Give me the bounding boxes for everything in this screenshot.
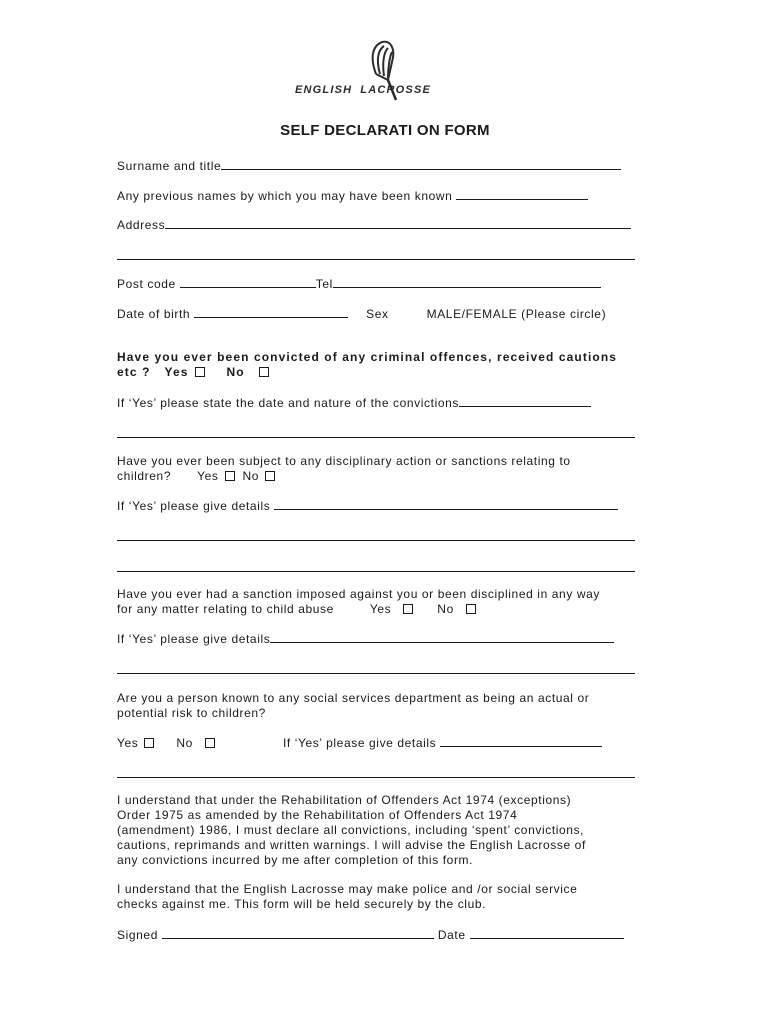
q2-followup-field[interactable]	[274, 498, 618, 510]
q2-line1: Have you ever been subject to any disciplinary action or sanctions relating to	[117, 454, 571, 468]
form-title: SELF DECLARATI ON FORM	[280, 122, 490, 139]
q4-answer-row	[117, 735, 602, 751]
declaration-1-line-3: (amendment) 1986, I must declare all convictions, including ‘spent’ convictions,	[117, 823, 585, 837]
q1-followup-row	[117, 395, 591, 411]
q2-details-line-2[interactable]	[117, 571, 635, 572]
q1-yes-label: Yes	[164, 365, 189, 379]
q3-line2-row	[117, 602, 480, 617]
sex-options[interactable]: MALE/FEMALE (Please circle)	[426, 307, 607, 321]
q1-no-checkbox[interactable]	[259, 367, 269, 377]
q2-yes-label: Yes	[197, 469, 219, 483]
q4-line1: Are you a person known to any social services department as being an actual or	[117, 691, 590, 705]
address-label: Address	[117, 218, 166, 232]
declaration-1-line-4: cautions, reprimands and written warnings. I will advise the English Lacrosse of	[117, 838, 586, 852]
signature-field[interactable]	[162, 927, 434, 939]
q3-line1: Have you ever had a sanction imposed against you or been disciplined in any way	[117, 587, 600, 601]
q3-no-checkbox[interactable]	[466, 604, 476, 614]
q2-line2: children?	[117, 469, 172, 483]
previous-names-label: Any previous names by which you may have been known	[117, 189, 453, 203]
q2-yes-checkbox[interactable]	[225, 471, 235, 481]
declaration-2-line-1: I understand that the English Lacrosse may make police and /or social service	[117, 882, 578, 896]
logo-word-english: ENGLISH	[295, 84, 353, 96]
q1-followup-label: If ‘Yes’ please state the date and nature of the convictions	[117, 396, 459, 410]
q2-followup-label: If ‘Yes’ please give details	[117, 499, 271, 513]
surname-field[interactable]	[221, 158, 621, 170]
previous-names-field[interactable]	[456, 188, 588, 200]
declaration-1-line-1: I understand that under the Rehabilitation of Offenders Act 1974 (exceptions)	[117, 793, 572, 807]
q3-no-label: No	[437, 602, 454, 616]
q3-details-line[interactable]	[117, 673, 635, 674]
q3-line2: for any matter relating to child abuse	[117, 602, 334, 616]
q3-yes-checkbox[interactable]	[403, 604, 413, 614]
q1-line2: etc ?	[117, 365, 151, 379]
dob-label: Date of birth	[117, 307, 191, 321]
logo-wordmark	[295, 84, 431, 96]
surname-label: Surname and title	[117, 159, 222, 173]
q2-details-line-1[interactable]	[117, 540, 635, 541]
signature-row	[117, 927, 624, 943]
declaration-1-line-5: any convictions incurred by me after completion of this form.	[117, 853, 474, 867]
sex-label: Sex	[366, 307, 389, 321]
q2-no-checkbox[interactable]	[265, 471, 275, 481]
tel-label: Tel	[315, 277, 333, 291]
date-field[interactable]	[470, 927, 624, 939]
declaration-1-line-2: Order 1975 as amended by the Rehabilitation of Offenders Act 1974	[117, 808, 518, 822]
q1-details-line[interactable]	[117, 437, 635, 438]
q4-details-line[interactable]	[117, 777, 635, 778]
q4-no-checkbox[interactable]	[205, 738, 215, 748]
q3-followup-field[interactable]	[270, 631, 614, 643]
q3-followup-label: If ‘Yes’ please give details	[117, 632, 271, 646]
q1-yes-checkbox[interactable]	[195, 367, 205, 377]
q4-no-label: No	[176, 736, 193, 750]
q2-no-label: No	[242, 469, 260, 483]
dob-sex-row	[117, 306, 606, 322]
declaration-paragraph-2	[117, 882, 657, 912]
postcode-tel-row	[117, 276, 601, 292]
address-row	[117, 217, 631, 233]
dob-field[interactable]	[194, 306, 348, 318]
q4-yes-label: Yes	[117, 736, 139, 750]
previous-names-row	[117, 188, 588, 204]
q4-followup-label: If ‘Yes’ please give details	[282, 736, 437, 750]
declaration-paragraph-1	[117, 793, 657, 868]
address-line-2[interactable]	[117, 259, 635, 260]
q4-line2: potential risk to children?	[117, 706, 266, 720]
q3-followup-row	[117, 631, 614, 647]
declaration-2-line-2: checks against me. This form will be held securely by the club.	[117, 897, 487, 911]
q1-line1: Have you ever been convicted of any criminal offences, received cautions	[117, 350, 618, 364]
postcode-label: Post code	[117, 277, 176, 291]
q2-line2-row	[117, 469, 279, 484]
surname-row	[117, 158, 621, 174]
postcode-field[interactable]	[180, 276, 316, 288]
q4-followup-field[interactable]	[440, 735, 602, 747]
q1-no-label: No	[226, 365, 245, 379]
q1-line2-row	[117, 365, 273, 380]
q4-yes-checkbox[interactable]	[144, 738, 154, 748]
tel-field[interactable]	[333, 276, 601, 288]
date-label: Date	[437, 928, 466, 942]
q1-followup-field[interactable]	[459, 395, 591, 407]
address-field[interactable]	[165, 217, 631, 229]
q2-followup-row	[117, 498, 618, 514]
q3-yes-label: Yes	[369, 602, 392, 616]
signed-label: Signed	[117, 928, 158, 942]
logo-word-lacrosse: LACROSSE	[360, 84, 432, 96]
